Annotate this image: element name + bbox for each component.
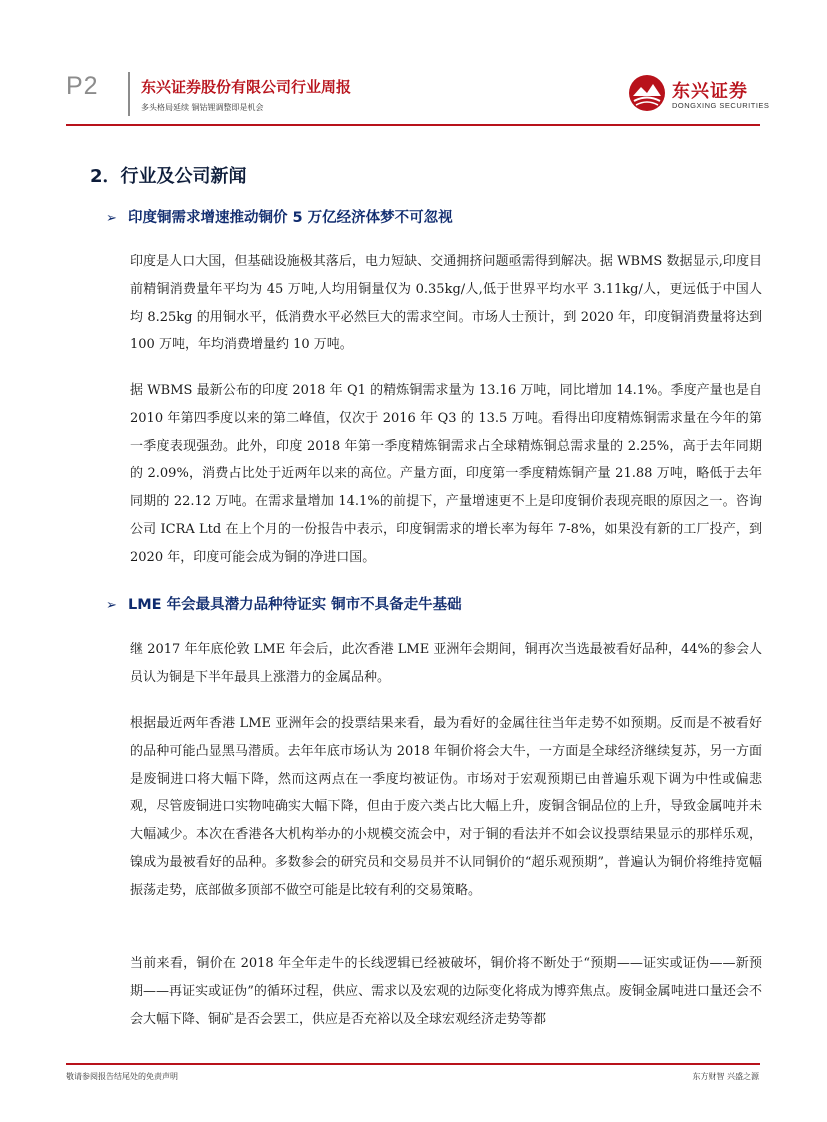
paragraph: 据 WBMS 最新公布的印度 2018 年 Q1 的精炼铜需求量为 13.16 万吨，同比增加 14.1%。季度产量也是自 2010 年第四季度以来的第二峰值，仅次于 2016 年 Q3 的 13.5 万吨。看得出印度精炼铜需求量在今年的第一季度表现强劲。此外，印度 2018 年第一季度精炼铜需求占全球精炼铜总需求量的 2.25%，高于去年同期的 2.09%，消费占比处于近两年以来的高位。产量方面，印度第一季度精炼铜产量 21.88 万吨，略低于去年同期的 22.12 万吨。在需求量增加 14.1%的前提下，产量增速更不上是印度铜价表现亮眼的原因之一。咨询公司 ICRA Ltd 在上个月的一份报告中表示，印度铜需求的增长率为每年 7-8%，如果没有新的工厂投产，到 2020 年，印度可能会成为铜的净进口国。 [130,383,762,565]
paragraph: 印度是人口大国，但基础设施极其落后，电力短缺、交通拥挤问题亟需得到解决。据 WBMS 数据显示,印度目前精铜消费量年平均为 45 万吨,人均用铜量仅为 0.35kg/人,低于世界平均水平 3.11kg/人，更远低于中国人均 8.25kg 的用铜水平，低消费水平必然巨大的需求空间。市场人士预计，到 2020 年，印度铜消费量将达到 100 万吨，年均消费增量约 10 万吨。 [130,254,762,353]
header-divider [128,72,130,116]
news-heading [106,593,462,614]
news-heading-text: 印度铜需求增速推动铜价 5 万亿经济体梦不可忽视 [128,210,453,226]
dongxing-logo-icon [628,74,666,112]
news-heading-text: LME 年会最具潜力品种待证实 铜市不具备走牛基础 [128,597,462,613]
paragraph: 当前来看，铜价在 2018 年全年走牛的长线逻辑已经被破坏，铜价将不断处于“预期——证实或证伪——新预期——再证实或证伪”的循环过程，供应、需求以及宏观的边际变化将成为博弈焦点。废铜金属吨进口量还会不会大幅下降、铜矿是否会罢工，供应是否充裕以及全球宏观经济走势等都 [130,956,762,1027]
arrow-bullet-icon: ➢ [106,598,117,613]
arrow-bullet-icon: ➢ [106,211,117,226]
header-rule [66,124,760,126]
page-number: P2 [66,72,99,100]
logo-text-cn: 东兴证券 [672,81,748,102]
paragraph: 根据最近两年香港 LME 亚洲年会的投票结果来看，最为看好的金属往往当年走势不如预期。反而是不被看好的品种可能凸显黑马潜质。去年年底市场认为 2018 年铜价将会大牛，一方面是全球经济继续复苏，另一方面是废铜进口将大幅下降，然而这两点在一季度均被证伪。市场对于宏观预期已由普遍乐观下调为中性或偏悲观，尽管废铜进口实物吨确实大幅下降，但由于废六类占比大幅上升，废铜含铜品位的上升，导致金属吨并未大幅减少。本次在香港各大机构举办的小规模交流会中，对于铜的看法并不如会议投票结果显示的那样乐观，镍成为最被看好的品种。多数参会的研究员和交易员并不认同铜价的“超乐观预期”，普遍认为铜价将维持宽幅振荡走势，底部做多顶部不做空可能是比较有利的交易策略。 [130,716,762,898]
news-heading [106,206,453,227]
logo-text-en: DONGXING SECURITIES [672,101,770,110]
report-title: 东兴证券股份有限公司行业周报 [141,78,352,96]
section-title: 2．行业及公司新闻 [90,166,247,187]
footer-rule [66,1063,760,1065]
report-subtitle: 多头格局延续 铜钴锂调整即是机会 [141,103,264,112]
company-logo [628,74,770,118]
footer-slogan: 东方财智 兴盛之源 [692,1072,759,1081]
disclaimer-note: 敬请参阅报告结尾处的免责声明 [66,1072,178,1081]
paragraph: 继 2017 年年底伦敦 LME 年会后，此次香港 LME 亚洲年会期间，铜再次当选最被看好品种，44%的参会人员认为铜是下半年最具上涨潜力的金属品种。 [130,642,762,685]
